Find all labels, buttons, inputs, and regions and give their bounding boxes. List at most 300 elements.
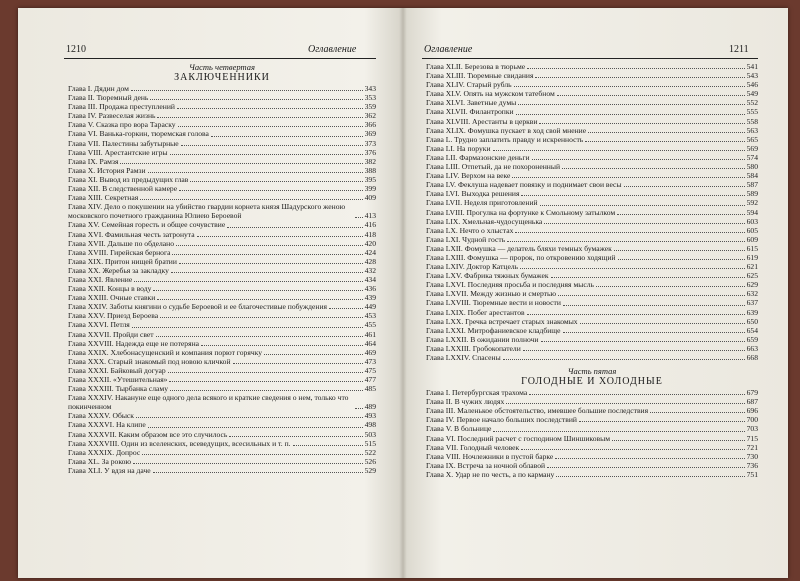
toc-leader-dots [521,195,744,196]
toc-entry [68,193,376,202]
toc-entry [426,335,758,344]
toc-entry [426,117,758,126]
toc-entry [426,208,758,217]
part-four-label: Часть четвертая [189,62,255,72]
toc-entry-title: Глава LII. Фармазонские деньги [426,152,530,162]
toc-entry-title: Глава XXIV. Заботы княгини о судьбе Бероевой и ее благочестивые побуждения [68,302,328,312]
toc-entry-title: Глава LXIV. Доктор Катцель [426,262,519,272]
toc-entry-page: 529 [364,465,376,475]
toc-leader-dots [153,472,363,473]
toc-entry [68,157,376,166]
toc-entry-title: Глава II. Тюремный день [68,93,149,103]
right-header-rule [422,58,758,59]
toc-leader-dots [190,181,362,182]
toc-leader-dots [612,440,745,441]
toc-leader-dots [233,363,363,364]
toc-leader-dots [518,104,744,105]
toc-entry-page: 395 [364,174,376,184]
toc-entry-page: 639 [746,307,758,317]
toc-leader-dots [527,314,745,315]
toc-entry-page: 413 [364,211,376,221]
toc-leader-dots [493,431,744,432]
toc-entry-page: 420 [364,238,376,248]
toc-leader-dots [142,454,362,455]
toc-entry-title: Глава X. История Рамзи [68,165,146,175]
toc-entry-page: 603 [746,216,758,226]
toc-entry-page: 373 [364,138,376,148]
toc-entry-title: Глава IV. Развеселая жизнь [68,111,156,121]
toc-leader-dots [133,463,363,464]
toc-entry-page: 736 [746,460,758,470]
toc-entry [426,144,758,153]
toc-leader-dots [521,449,744,450]
toc-entry [68,366,376,375]
toc-entry-page: 654 [746,325,758,335]
toc-entry [68,466,376,475]
toc-entry-page: 563 [746,125,758,135]
toc-entry-page: 376 [364,147,376,157]
toc-entry-page: 477 [364,375,376,384]
toc-entry-title: Глава V. Сказка про вора Тараску [68,120,176,130]
toc-entry-title: Глава XXXII. «Утешительная» [68,375,168,384]
toc-entry [68,411,376,420]
toc-leader-dots [503,359,745,360]
toc-leader-dots [515,232,744,233]
left-entry-list [68,84,376,475]
toc-leader-dots [617,214,744,215]
right-entry-list-bottom [426,388,758,479]
toc-entry [68,139,376,148]
toc-entry-page: 751 [746,469,758,479]
toc-leader-dots [540,205,745,206]
toc-entry-page: 434 [364,274,376,284]
toc-entry-title: Глава XXIII. Очные ставки [68,293,156,303]
toc-entry-title: Глава XXI. Явление [68,274,133,284]
toc-entry [68,202,376,220]
toc-leader-dots [556,476,744,477]
toc-leader-dots [264,354,363,355]
toc-entry-page: 565 [746,134,758,144]
toc-entry-page: 461 [364,329,376,339]
toc-entry-page: 696 [746,406,758,416]
toc-entry [426,308,758,317]
toc-entry-title: Глава XLVI. Заветные думы [426,98,517,108]
toc-entry-title: Глава XXXVII. Каким образом все это случилось [68,429,228,439]
toc-entry-page: 464 [364,338,376,348]
toc-entry-page: 663 [746,343,758,353]
toc-entry [68,230,376,239]
toc-leader-dots [120,163,362,164]
toc-leader-dots [539,123,744,124]
toc-entry-title: Глава III. Продажа преступлений [68,102,175,112]
open-book [18,8,788,578]
toc-leader-dots [618,259,745,260]
toc-entry-title: Глава LXX. Гречка встречает старых знакомых [426,316,578,326]
toc-entry-title: Глава VIII. Арестантские игры [68,147,168,157]
toc-leader-dots [563,305,745,306]
right-toc [426,62,758,479]
toc-leader-dots [148,427,363,428]
toc-entry-title: Глава XLI. У вдзя на даче [68,465,151,475]
toc-entry-page: 485 [364,384,376,394]
toc-entry-title: Глава III. Маленькое обстоятельство, имевшее большие последствия [426,406,649,416]
toc-entry-title: Глава VI. Ванька-горкин, тюремская голова [68,129,209,139]
toc-leader-dots [131,90,363,91]
toc-entry-page: 659 [746,334,758,344]
toc-entry [68,220,376,229]
toc-leader-dots [157,299,362,300]
toc-entry-title: Глава XVII. Дальше по обделано [68,238,175,248]
toc-entry [68,348,376,357]
toc-entry-title: Глава LVII. Неделя приготовлений [426,198,538,208]
toc-entry-title: Глава LXVII. Между жизнью и смертью [426,289,557,299]
toc-entry-title: Глава XXVI. Петля [68,320,130,330]
toc-leader-dots [148,172,363,173]
toc-entry-title: Глава XXX. Старый знакомый под новою кличкой [68,356,231,366]
toc-entry-title: Глава IV. Первое начало больших последствий [426,415,577,425]
toc-entry-page: 587 [746,180,758,190]
toc-entry-title: Глава LV. Феклуша надевает повязку и поднимает свои весы [426,180,622,190]
toc-entry-page: 619 [746,252,758,262]
toc-entry-page: 409 [364,193,376,203]
toc-entry-title: Глава LXV. Фабрика тяжных бумажек [426,271,549,281]
toc-entry-title: Глава XXXVI. На клипе [68,420,146,430]
toc-leader-dots [355,217,363,218]
toc-entry-page: 418 [364,229,376,239]
toc-entry [68,384,376,393]
toc-entry [68,129,376,138]
right-page [404,8,788,578]
toc-entry-page: 439 [364,293,376,303]
toc-entry-page: 453 [364,311,376,321]
toc-entry-title: Глава II. В чужих людях [426,397,505,407]
left-running-head: Оглавление [308,44,357,55]
toc-entry-page: 650 [746,316,758,326]
toc-entry-page: 343 [364,84,376,93]
toc-entry-page: 455 [364,320,376,330]
toc-leader-dots [153,290,362,291]
toc-entry-page: 388 [364,165,376,175]
toc-entry [68,357,376,366]
toc-entry-page: 715 [746,433,758,443]
toc-entry [426,171,758,180]
toc-entry-title: Глава XIV. Дело о покушении на убийство гвардии корнета князя Шадурского женою московского почетного гражданина Юлиею Бероевой [68,202,346,221]
left-toc [68,62,376,475]
toc-entry [426,271,758,280]
toc-entry-title: Глава LI. На поруки [426,143,491,153]
toc-entry [68,339,376,348]
toc-entry-title: Глава LXXI. Митрофаниевское кладбище [426,325,561,335]
toc-leader-dots [197,236,363,237]
toc-entry-page: 721 [746,442,758,452]
toc-entry-page: 541 [746,62,758,71]
toc-entry-title: Глава XXXV. Обыск [68,411,134,421]
toc-entry-page: 700 [746,415,758,425]
toc-entry-page: 703 [746,424,758,434]
toc-entry-title: Глава XVI. Фамильная честь затронута [68,229,195,239]
toc-entry [426,388,758,397]
right-running-head: Оглавление [424,44,473,55]
toc-entry-title: Глава XLIV. Старый рубль [426,80,512,90]
toc-entry-page: 469 [364,347,376,357]
toc-leader-dots [150,99,362,100]
toc-entry-page: 428 [364,256,376,266]
toc-leader-dots [579,421,745,422]
toc-entry [426,244,758,253]
toc-entry-page: 549 [746,89,758,99]
toc-entry-title: Глава XI. Вывод из предыдущих глав [68,174,189,184]
toc-entry-title: Глава LXXIV. Спасены [426,353,501,362]
toc-entry-page: 609 [746,234,758,244]
toc-leader-dots [541,341,745,342]
toc-entry [426,452,758,461]
toc-entry [68,275,376,284]
toc-entry [426,89,758,98]
toc-leader-dots [507,241,744,242]
toc-leader-dots [171,272,363,273]
toc-leader-dots [170,154,363,155]
toc-leader-dots [169,381,362,382]
toc-leader-dots [157,117,362,118]
toc-entry-page: 594 [746,207,758,217]
toc-entry-title: Глава I. Дядин дом [68,84,129,93]
toc-entry-page: 526 [364,456,376,466]
toc-entry [68,330,376,339]
toc-leader-dots [535,77,744,78]
toc-entry [68,148,376,157]
toc-leader-dots [650,412,745,413]
toc-entry-page: 498 [364,420,376,430]
toc-entry [68,266,376,275]
toc-entry-title: Глава LXII. Фомушка — делатель бляхи темных бумажек [426,243,612,253]
toc-leader-dots [293,445,363,446]
toc-entry-title: Глава XXXIV. Накануне еще одного дела всякого и краткие сведения о нем, только что покинченном [68,393,349,412]
toc-entry [426,226,758,235]
toc-entry [426,126,758,135]
toc-entry [426,98,758,107]
toc-leader-dots [134,281,362,282]
toc-leader-dots [355,408,363,409]
toc-entry-title: Глава V. В больнице [426,424,492,434]
toc-leader-dots [160,317,363,318]
toc-entry-title: Глава LXVI. Последняя просьба и последняя мысль [426,280,594,290]
toc-entry-page: 362 [364,111,376,121]
toc-entry-title: Глава LIV. Верхом на веке [426,171,511,181]
toc-entry-title: Глава XV. Семейная горесть и общее сочувствие [68,220,226,230]
toc-entry [68,239,376,248]
toc-entry [426,289,758,298]
toc-entry-title: Глава XIX. Притон нищей братии [68,256,177,266]
toc-leader-dots [172,254,362,255]
toc-entry-page: 552 [746,98,758,108]
toc-leader-dots [563,332,745,333]
toc-entry-title: Глава L. Трудно заплатить правду и искренность [426,134,584,144]
toc-entry [68,420,376,429]
toc-entry-page: 546 [746,80,758,90]
toc-entry-page: 489 [364,402,376,412]
toc-leader-dots [624,186,745,187]
toc-entry [68,111,376,120]
toc-entry-page: 473 [364,356,376,366]
toc-entry-title: Глава XXII. Концы в воду [68,284,152,294]
toc-entry [68,311,376,320]
toc-entry-page: 515 [364,438,376,448]
toc-entry [68,120,376,129]
toc-entry-title: Глава XLII. Березова в тюрьме [426,62,526,71]
toc-entry-page: 436 [364,284,376,294]
toc-entry [426,80,758,89]
toc-leader-dots [176,245,363,246]
toc-leader-dots [178,126,363,127]
toc-entry [68,257,376,266]
toc-entry-title: Глава XLIII. Тюремные свидания [426,71,534,81]
toc-entry-page: 359 [364,102,376,112]
toc-entry-title: Глава XL. За рокою [68,456,132,466]
toc-entry [68,102,376,111]
toc-entry [68,84,376,93]
toc-leader-dots [527,68,744,69]
toc-leader-dots [516,114,745,115]
toc-leader-dots [168,372,363,373]
toc-entry [68,93,376,102]
toc-entry [426,317,758,326]
toc-leader-dots [514,86,745,87]
toc-entry-page: 637 [746,298,758,308]
toc-entry [426,189,758,198]
toc-leader-dots [211,136,363,137]
toc-entry [426,443,758,452]
toc-entry [426,71,758,80]
toc-entry [426,434,758,443]
toc-leader-dots [588,132,745,133]
toc-leader-dots [512,177,744,178]
toc-entry-title: Глава LIII. Отпетый, да не похороненный [426,162,561,172]
toc-leader-dots [523,350,745,351]
toc-entry-page: 369 [364,129,376,139]
toc-entry-title: Глава XX. Жеребья за закладку [68,265,169,275]
toc-entry-title: Глава LXI. Чудной гость [426,234,506,244]
toc-entry-title: Глава I. Петербургская трахома [426,388,528,398]
toc-entry [68,184,376,193]
toc-entry [68,430,376,439]
toc-entry-page: 366 [364,120,376,130]
right-page-number: 1211 [729,44,749,55]
left-page-number: 1210 [66,44,86,55]
toc-entry [68,293,376,302]
toc-entry-page: 558 [746,116,758,126]
toc-entry-page: 522 [364,447,376,457]
right-entry-list-top [426,62,758,362]
toc-entry-page: 555 [746,107,758,117]
part-five-label: Часть пятая [567,366,617,377]
toc-entry-page: 584 [746,171,758,181]
toc-entry-page: 493 [364,411,376,421]
toc-entry [426,107,758,116]
toc-entry [426,162,758,171]
toc-entry-title: Глава LXIX. Побег арестантов [426,307,525,317]
toc-entry-page: 382 [364,156,376,166]
toc-entry-title: Глава VIII. Ночлежники в пустой барке [426,451,554,461]
toc-leader-dots [179,263,363,264]
toc-entry-title: Глава XLVII. Филантропки [426,107,514,117]
toc-entry-page: 589 [746,189,758,199]
toc-leader-dots [551,277,745,278]
toc-entry-title: Глава VII. Палестины забутырные [68,138,179,148]
toc-entry-title: Глава XXXVIII. Один из вселенских, всеведущих, всесильных и т. п. [68,438,291,448]
toc-leader-dots [227,227,362,228]
toc-entry [426,298,758,307]
toc-entry-page: 543 [746,71,758,81]
toc-leader-dots [529,394,744,395]
part-five-title: ГОЛОДНЫЕ И ХОЛОДНЫЕ [521,376,663,388]
toc-entry-title: Глава XLIX. Фомушка пускает в ход свой мнение [426,125,587,135]
toc-entry-title: Глава LX. Нечто о хлыстах [426,225,514,235]
toc-entry-title: Глава XXXIII. Тырбанка сламу [68,384,169,394]
toc-entry-page: 424 [364,247,376,257]
toc-entry [426,406,758,415]
toc-entry [426,326,758,335]
toc-entry [426,470,758,479]
toc-entry-title: Глава XXV. Приезд Бероева [68,311,159,321]
toc-entry-title: Глава XII. В следственной камере [68,184,178,194]
toc-entry-page: 629 [746,280,758,290]
toc-entry-title: Глава IX. Встреча за ночной облавой [426,460,546,470]
toc-entry-page: 432 [364,265,376,275]
toc-entry [68,284,376,293]
toc-entry-title: Глава LXVIII. Тюремные вести и новости [426,298,561,308]
toc-leader-dots [140,199,362,200]
toc-entry [426,135,758,144]
toc-entry [68,457,376,466]
toc-entry-page: 621 [746,262,758,272]
toc-entry-title: Глава LVI. Выходка решения [426,189,520,199]
toc-entry-title: Глава XLV. Опять на мужском татебном [426,89,555,99]
toc-entry [426,344,758,353]
toc-entry [426,397,758,406]
toc-entry-title: Глава LVIII. Прогулка на фортунке к Смольному затылком [426,207,616,217]
toc-leader-dots [181,145,363,146]
toc-entry [68,248,376,257]
toc-entry-page: 353 [364,93,376,103]
toc-entry-page: 580 [746,162,758,172]
toc-leader-dots [132,327,363,328]
toc-entry-page: 632 [746,289,758,299]
toc-entry-title: Глава VI. Последний расчет с господином Шиншиковым [426,433,611,443]
toc-entry [426,461,758,470]
toc-leader-dots [544,223,744,224]
toc-leader-dots [179,190,363,191]
toc-leader-dots [547,467,745,468]
toc-leader-dots [493,150,745,151]
toc-entry-page: 679 [746,388,758,398]
toc-entry-title: Глава XLVIII. Арестанты в церкви [426,116,538,126]
toc-entry-page: 730 [746,451,758,461]
toc-entry-page: 574 [746,152,758,162]
toc-entry [426,217,758,226]
left-page [18,8,402,578]
toc-entry [68,302,376,311]
toc-entry [68,320,376,329]
toc-leader-dots [555,458,744,459]
toc-entry [426,353,758,362]
toc-leader-dots [170,390,363,391]
toc-entry-title: Глава X. Удар не по честь, а по карману [426,469,555,479]
toc-entry-page: 687 [746,397,758,407]
toc-leader-dots [596,286,745,287]
toc-entry-title: Глава VII. Голодный человек [426,442,520,452]
toc-entry-page: 615 [746,243,758,253]
toc-entry [68,375,376,384]
